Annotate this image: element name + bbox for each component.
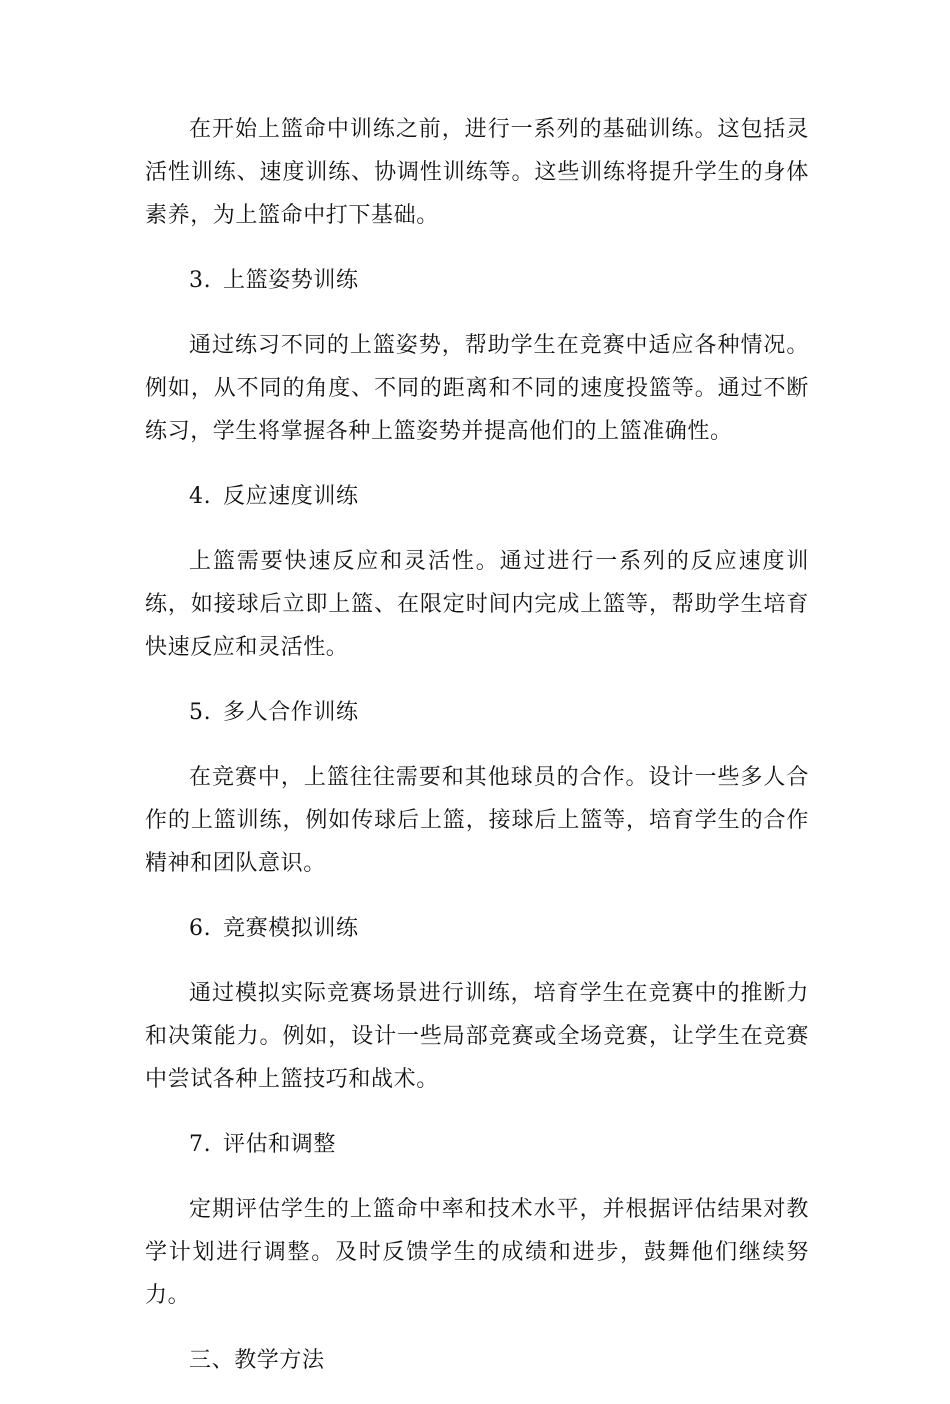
document-body [145,108,809,1404]
heading-teaching-methods [145,1339,809,1382]
heading-text: 三、教学方法 [189,1348,325,1373]
heading-layup-posture [145,259,809,302]
paragraph-basic-training: 在开始上篮命中训练之前，进行一系列的基础训练。这包括灵活性训练、速度训练、协调性训练等。这些训练将提升学生的身体素养，为上篮命中打下基础。 [145,117,809,228]
heading-game-simulation [145,907,809,950]
heading-number: 6. [189,916,212,941]
heading-number: 4. [189,484,212,509]
heading-number: 7. [189,1132,212,1157]
heading-text: 上篮姿势训练 [223,268,359,293]
heading-text: 评估和调整 [223,1132,337,1157]
heading-number: 5. [189,700,212,725]
paragraph-game-simulation: 通过模拟实际竞赛场景进行训练，培育学生在竞赛中的推断力和决策能力。例如，设计一些局部竞赛或全场竞赛，让学生在竞赛中尝试各种上篮技巧和战术。 [145,981,809,1092]
heading-reaction-speed [145,475,809,518]
paragraph-layup-posture: 通过练习不同的上篮姿势，帮助学生在竞赛中适应各种情况。例如，从不同的角度、不同的距离和不同的速度投篮等。通过不断练习，学生将掌握各种上篮姿势并提高他们的上篮准确性。 [145,333,809,444]
heading-team-cooperation [145,691,809,734]
heading-text: 竞赛模拟训练 [223,916,359,941]
paragraph-evaluation: 定期评估学生的上篮命中率和技术水平，并根据评估结果对教学计划进行调整。及时反馈学生的成绩和进步，鼓舞他们继续努力。 [145,1197,809,1308]
paragraph-team-cooperation: 在竞赛中，上篮往往需要和其他球员的合作。设计一些多人合作的上篮训练，例如传球后上篮，接球后上篮等，培育学生的合作精神和团队意识。 [145,765,809,876]
heading-number: 3. [189,268,212,293]
heading-text: 多人合作训练 [223,700,359,725]
paragraph-reaction-speed: 上篮需要快速反应和灵活性。通过进行一系列的反应速度训练，如接球后立即上篮、在限定时间内完成上篮等，帮助学生培育快速反应和灵活性。 [145,549,809,660]
heading-text: 反应速度训练 [223,484,359,509]
heading-evaluation [145,1123,809,1166]
